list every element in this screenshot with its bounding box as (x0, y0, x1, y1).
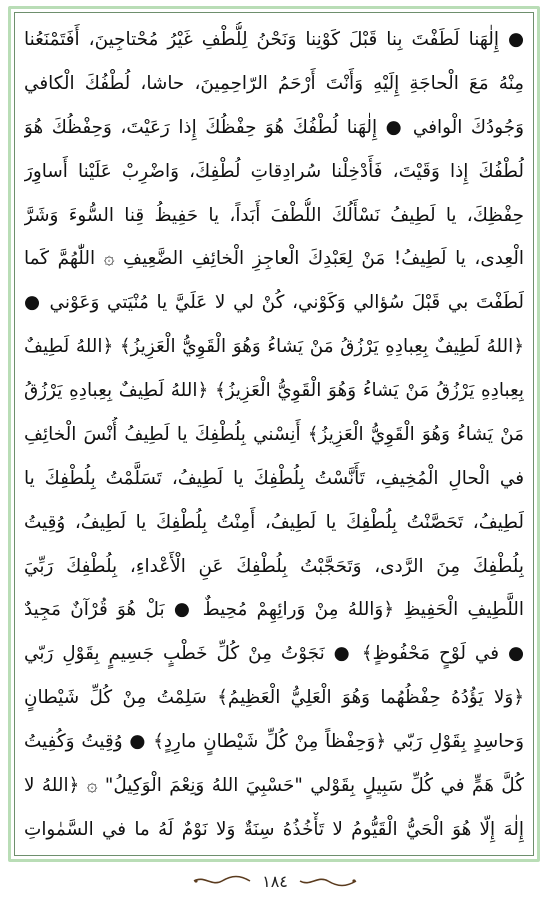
text-line: في الْحالِ الْمُخِيفِ، تَأَنَّسْتُ بِلُطْفِكَ يا لَطِيفُ، تَسَلَّمْتُ بِلُطْفِكَ يا (24, 467, 524, 489)
text-line: اللَّطِيفِ الْحَفِيظِ ﴿وَاللهُ مِنْ وَرائِهِمْ مُحِيطٌ ● بَلْ هُوَ قُرْآنٌ مَجِيدٌ (24, 599, 524, 621)
text-line: إِلٰهَ إِلّا هُوَ الْحَيُّ الْقَيُّومُ لا تَأْخُذُهُ سِنَةٌ وَلا نَوْمٌ لَهُ ما في السَّمٰواتِ (24, 818, 524, 840)
text-line: بِعِبادِهِ يَرْزُقُ مَنْ يَشاءُ وَهُوَ الْقَوِيُّ الْعَزِيزُ﴾ ﴿اللهُ لَطِيفٌ بِعِبادِهِ يَرْزُقُ (24, 380, 524, 401)
text-line: ﴿اللهُ لَطِيفٌ بِعِبادِهِ يَرْزُقُ مَنْ يَشاءُ وَهُوَ الْقَوِيُّ الْعَزِيزُ﴾ ﴿اللهُ لَطِيفٌ (24, 336, 524, 358)
text-line: ﴿وَلا يَؤُدُهُ حِفْظُهُما وَهُوَ الْعَلِيُّ الْعَظِيمُ﴾ سَلِمْتُ مِنْ كُلِّ شَيْطانٍ (24, 687, 524, 709)
text-line: مِنْهُ مَعَ الْحاجَةِ إِلَيْهِ وَأَنْتَ أَرْحَمُ الرّاحِمِينَ، حاشا، لُطْفُكَ الْكافي (24, 72, 524, 94)
text-line: ● إِلٰهَنا لَطَفْتَ بِنا قَبْلَ كَوْنِنا وَنَحْنُ لِلُّطْفِ غَيْرُ مُحْتاجِينَ، أَفَتَمْنَعُنا (24, 29, 524, 50)
text-line: لَطِيفُ، تَحَصَّنْتُ بِلُطْفِكَ يا لَطِيفُ، أَمِنْتُ بِلُطْفِكَ يا لَطِيفُ، وُقِيتُ (24, 511, 524, 533)
text-line: مَنْ يَشاءُ وَهُوَ الْقَوِيُّ الْعَزِيزُ﴾ أَنِسْني بِلُطْفِكَ يا لَطِيفُ أُنْسَ الْخائِفِ (24, 423, 524, 445)
page-footer (0, 866, 550, 896)
text-line: وَجُودُكَ الْوافي ● إِلٰهَنا لُطْفُكَ هُوَ حِفْظُكَ إِذا رَعَيْتَ، وَحِفْظُكَ هُوَ (24, 116, 524, 138)
prayer-text-block (24, 22, 524, 848)
text-line: كُلَّ هَمٍّ في كُلِّ سَبِيلٍ بِقَوْلي "حَسْبِيَ اللهُ وَنِعْمَ الْوَكِيلُ" ۞ ﴿اللهُ لا (24, 774, 524, 796)
text-line: ● في لَوْحٍ مَحْفُوظٍ﴾ ● نَجَوْتُ مِنْ كُلِّ خَطْبٍ جَسِيمٍ بِقَوْلِ رَبّي (24, 643, 524, 665)
text-line: وَحاسِدٍ بِقَوْلِ رَبّي ﴿وَحِفْظاً مِنْ كُلِّ شَيْطانٍ مارِدٍ﴾ ● وُقِيتُ وَكُفِيتُ (24, 731, 524, 752)
text-line: لُطْفُكَ إِذا وَقَيْتَ، فَأَدْخِلْنا سُرادِقاتِ لُطْفِكَ، وَاضْرِبْ عَلَيْنا أَساوِرَ (24, 160, 524, 182)
text-line: بِلُطْفِكَ مِنَ الرَّدى، وَتَحَجَّبْتُ بِلُطْفِكَ عَنِ الْأَعْداءِ، بِلُطْفِكَ رَبِّيَ (24, 555, 524, 577)
text-line: لَطَفْتَ بي قَبْلَ سُؤالي وَكَوْني، كُنْ لي لا عَلَيَّ يا مُنْيَتي وَعَوْني ● (24, 292, 524, 314)
text-line: حِفْظِكَ، يا لَطِيفُ نَسْأَلُكَ اللُّطْفَ أَبَداً، يا حَفِيظُ قِنا السُّوءَ وَشَرَّ (24, 204, 524, 226)
text-line: الْعِدى، يا لَطِيفُ! مَنْ لِعَبْدِكَ الْعاجِزِ الْخائِفِ الضَّعِيفِ ۞ اللّٰهُمَّ كَما (24, 248, 524, 270)
page-number: ١٨٤ (262, 871, 288, 891)
left-flourish-icon (192, 874, 252, 888)
right-flourish-icon (298, 874, 358, 888)
